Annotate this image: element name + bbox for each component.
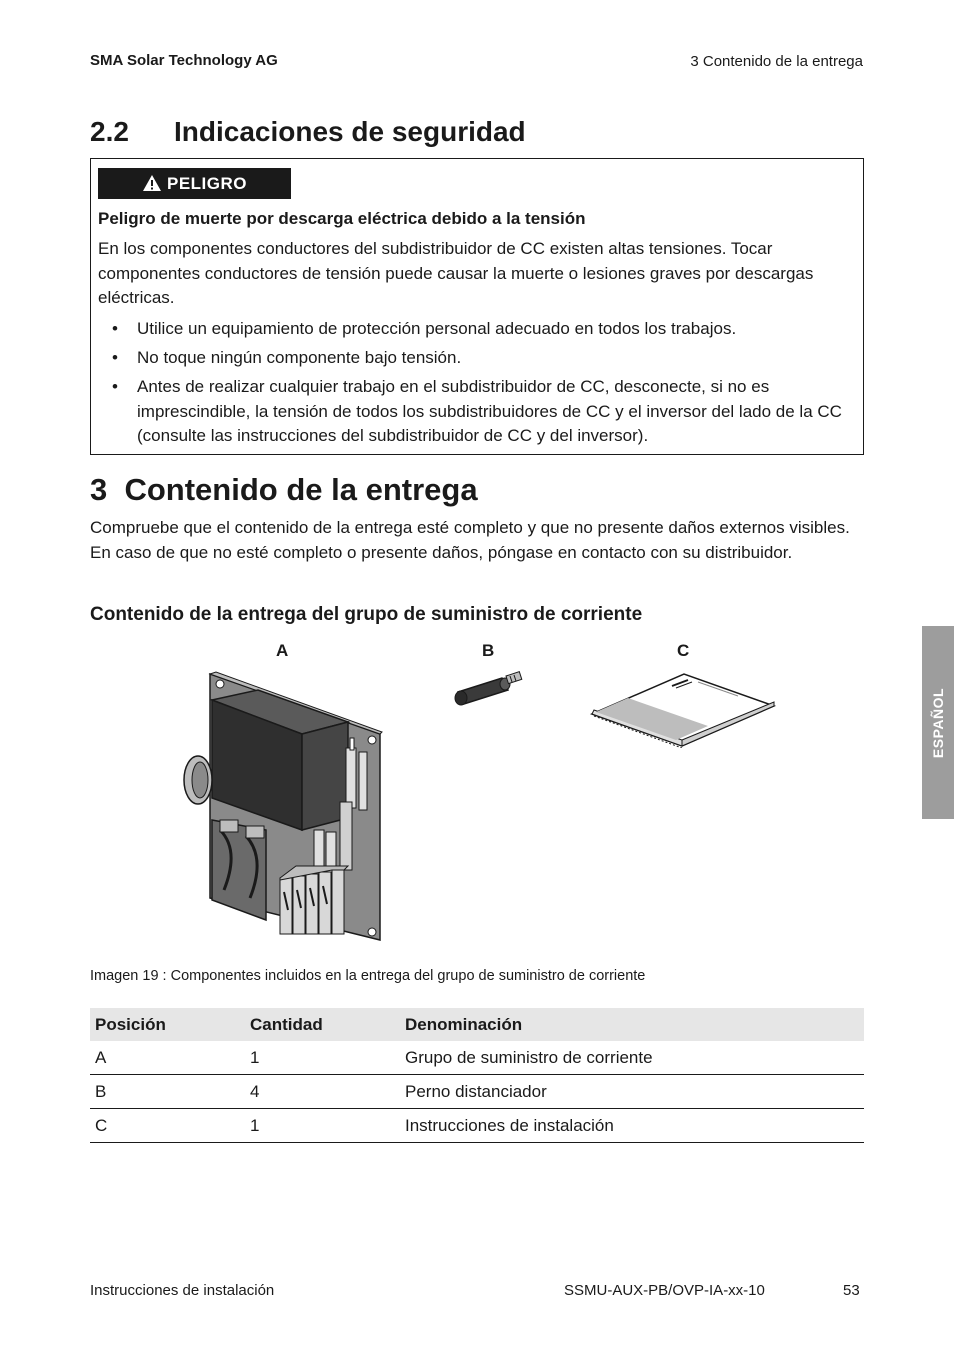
danger-title: Peligro de muerte por descarga eléctrica debido a la tensión: [98, 209, 586, 228]
section-number: 2.2: [90, 116, 129, 147]
table-cell: Grupo de suministro de corriente: [400, 1041, 864, 1075]
spacer-bolt-illustration: [446, 670, 526, 710]
section-3-heading: 3 Contenido de la entrega: [90, 472, 478, 507]
table-cell: 1: [245, 1041, 400, 1075]
language-side-tab-label: ESPAÑOL: [930, 687, 946, 758]
power-supply-board-illustration: [176, 670, 386, 955]
column-header-quantity: Cantidad: [245, 1008, 400, 1041]
delivery-table: [90, 1008, 864, 1143]
footer-page-number: 53: [843, 1282, 860, 1299]
table-cell: 1: [245, 1109, 400, 1143]
danger-tag: [98, 168, 291, 199]
section-3-subtitle: Contenido de la entrega del grupo de suministro de corriente: [90, 604, 643, 625]
section-2-2-heading: [90, 116, 526, 148]
figure-label-b: B: [482, 641, 495, 660]
language-side-tab: [922, 626, 954, 819]
danger-text: En los componentes conductores del subdistribuidor de CC existen altas tensiones. Tocar componentes conductores de tensión puede causar la muerte o lesiones graves por descargas eléctricas.: [98, 239, 814, 307]
table-cell: C: [90, 1109, 245, 1143]
table-row: [90, 1041, 864, 1075]
figure-label-a: A: [276, 641, 289, 660]
danger-bullet-list: [98, 317, 853, 453]
danger-notice: [90, 158, 864, 455]
figure-caption: Imagen 19 : Componentes incluidos en la entrega del grupo de suministro de corriente: [90, 968, 646, 984]
warning-triangle-icon: [142, 174, 162, 192]
table-row: [90, 1109, 864, 1143]
danger-tag-label: PELIGRO: [166, 174, 247, 193]
list-item: • Antes de realizar cualquier trabajo en el subdistribuidor de CC, desconecte, si no es imprescindible, la tensión de todos los subdistribuidores de CC y el inversor del lado de la CC (consulte las instrucciones del subdistribuidor de CC y del inversor).: [112, 377, 842, 445]
header-company: SMA Solar Technology AG: [90, 52, 278, 69]
table-cell: Instrucciones de instalación: [400, 1109, 864, 1143]
figure-label-c: C: [677, 641, 690, 660]
table-cell: A: [90, 1041, 245, 1075]
table-row: [90, 1075, 864, 1109]
column-header-designation: Denominación: [400, 1008, 864, 1041]
table-cell: Perno distanciador: [400, 1075, 864, 1109]
footer-doc-title: Instrucciones de instalación: [90, 1282, 275, 1299]
table-cell: 4: [245, 1075, 400, 1109]
table-header-row: [90, 1008, 864, 1041]
installation-manual-illustration: [588, 668, 778, 748]
table-cell: B: [90, 1075, 245, 1109]
section-3-intro: Compruebe que el contenido de la entrega esté completo y que no presente daños externos visibles. En caso de que no esté completo o presente daños, póngase en contacto con su distribuidor.: [90, 518, 850, 562]
section-title: Indicaciones de seguridad: [174, 116, 526, 147]
header-chapter: 3 Contenido de la entrega: [690, 53, 863, 70]
list-item: • Utilice un equipamiento de protección personal adecuado en todos los trabajos.: [112, 319, 737, 338]
footer-doc-code: SSMU-AUX-PB/OVP-IA-xx-10: [564, 1282, 765, 1299]
list-item: • No toque ningún componente bajo tensión.: [112, 348, 462, 367]
column-header-position: Posición: [90, 1008, 245, 1041]
